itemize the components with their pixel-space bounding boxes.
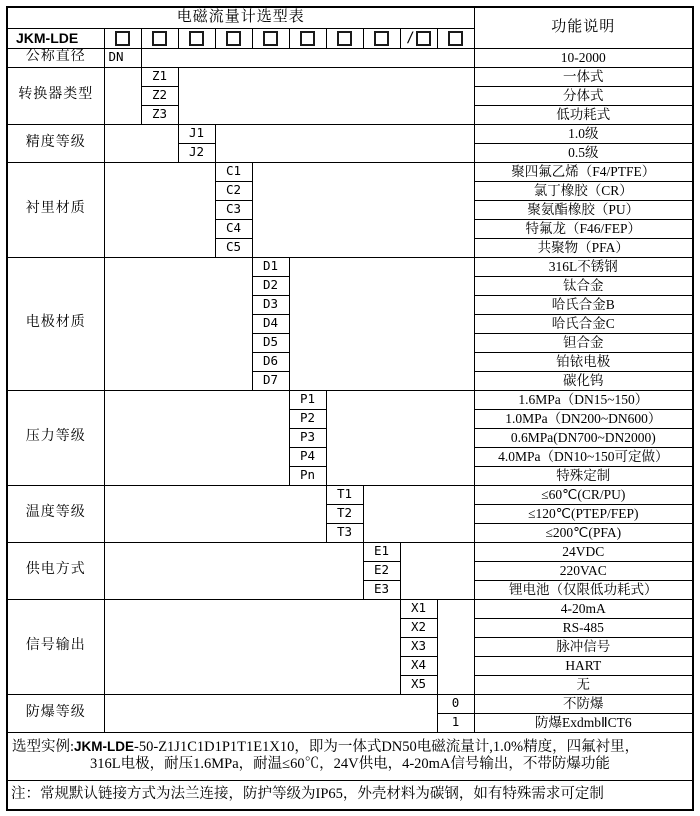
desc-cell: 0.5级 (474, 143, 693, 162)
desc-cell: 低功耗式 (474, 105, 693, 124)
section-label: 压力等级 (7, 390, 104, 485)
section-label: 电极材质 (7, 257, 104, 390)
desc-cell: 哈氏合金B (474, 295, 693, 314)
code-cell: T3 (326, 523, 363, 542)
table-row (7, 390, 693, 409)
empty-cell (104, 124, 178, 162)
table-row (7, 780, 693, 810)
code-cell: X1 (400, 599, 437, 618)
desc-cell: RS-485 (474, 618, 693, 637)
section-label: 信号输出 (7, 599, 104, 694)
table-row (7, 485, 693, 504)
checkbox-icon (337, 31, 352, 46)
code-cell: D1 (252, 257, 289, 276)
desc-cell: 4.0MPa（DN10~150可定做） (474, 447, 693, 466)
code-cell: X2 (400, 618, 437, 637)
checkbox-icon (448, 31, 463, 46)
empty-cell (104, 390, 289, 485)
desc-cell: 钛合金 (474, 276, 693, 295)
table-row (7, 7, 693, 28)
model-checkbox-cell (289, 28, 326, 48)
code-cell: C4 (215, 219, 252, 238)
checkbox-icon (226, 31, 241, 46)
empty-cell (104, 67, 141, 124)
code-cell: C1 (215, 162, 252, 181)
code-cell: P4 (289, 447, 326, 466)
code-cell: D2 (252, 276, 289, 295)
selection-table (6, 6, 694, 811)
desc-cell: 不防爆 (474, 694, 693, 713)
code-cell: E2 (363, 561, 400, 580)
table-row (7, 542, 693, 561)
model-checkbox-cell (326, 28, 363, 48)
desc-cell: 316L不锈钢 (474, 257, 693, 276)
desc-cell: 24VDC (474, 542, 693, 561)
code-cell: P1 (289, 390, 326, 409)
code-cell: D7 (252, 371, 289, 390)
model-checkbox-cell (252, 28, 289, 48)
code-cell: Z3 (141, 105, 178, 124)
table-row (7, 694, 693, 713)
page-title: 电磁流量计选型表 (7, 7, 474, 28)
desc-cell: 220VAC (474, 561, 693, 580)
desc-cell: 特殊定制 (474, 466, 693, 485)
checkbox-icon (152, 31, 167, 46)
empty-cell (437, 599, 474, 694)
code-cell: DN (104, 48, 141, 67)
desc-cell: ≤200℃(PFA) (474, 523, 693, 542)
desc-cell: 碳化钨 (474, 371, 693, 390)
desc-cell: ≤60℃(CR/PU) (474, 485, 693, 504)
desc-cell: 4-20mA (474, 599, 693, 618)
example-line-1 (10, 739, 690, 756)
table-row (7, 162, 693, 181)
code-cell: P2 (289, 409, 326, 428)
note-text: 注：常规默认链接方式为法兰连接，防护等级为IP65，外壳材料为碳钢，如有特殊需求可定制 (7, 780, 693, 810)
empty-cell (104, 694, 437, 732)
model-checkbox-cell (363, 28, 400, 48)
desc-cell: 1.0级 (474, 124, 693, 143)
example-code-text: -50-Z1J1C1D1P1T1E1X10，即为一体式DN50电磁流量计,1.0%精度，四氟衬里， (134, 739, 640, 756)
example-line-2: 316L电极，耐压1.6MPa，耐温≤60℃，24V供电，4-20mA信号输出，不带防爆功能 (90, 756, 610, 772)
model-checkbox-cell (141, 28, 178, 48)
section-label: 精度等级 (7, 124, 104, 162)
desc-cell: 防爆ExdmbⅡCT6 (474, 713, 693, 732)
code-cell: Z1 (141, 67, 178, 86)
code-cell: T2 (326, 504, 363, 523)
empty-cell (104, 485, 326, 542)
desc-cell: 脉冲信号 (474, 637, 693, 656)
code-cell: J1 (178, 124, 215, 143)
code-cell: D6 (252, 352, 289, 371)
code-cell: C2 (215, 181, 252, 200)
checkbox-icon (416, 31, 431, 46)
empty-cell (215, 124, 474, 162)
code-cell: C3 (215, 200, 252, 219)
example-prefix: 选型实例: (12, 739, 75, 756)
code-cell: 1 (437, 713, 474, 732)
code-cell: D4 (252, 314, 289, 333)
checkbox-icon (115, 31, 130, 46)
model-checkbox-cell (104, 28, 141, 48)
code-cell: J2 (178, 143, 215, 162)
empty-cell (104, 257, 252, 390)
empty-cell (289, 257, 474, 390)
empty-cell (400, 542, 474, 599)
empty-cell (252, 162, 474, 257)
empty-cell (141, 48, 474, 67)
table-row (7, 124, 693, 143)
empty-cell (104, 162, 215, 257)
code-cell: T1 (326, 485, 363, 504)
selection-example (7, 732, 693, 780)
desc-cell: 哈氏合金C (474, 314, 693, 333)
section-label: 衬里材质 (7, 162, 104, 257)
desc-cell: 氯丁橡胶（CR） (474, 181, 693, 200)
empty-cell (178, 67, 474, 124)
table-row (7, 48, 693, 67)
checkbox-icon (300, 31, 315, 46)
desc-cell: 0.6MPa(DN700~DN2000) (474, 428, 693, 447)
code-cell: X3 (400, 637, 437, 656)
model-checkbox-cell (215, 28, 252, 48)
checkbox-icon (374, 31, 389, 46)
function-column-header: 功能说明 (474, 7, 693, 48)
section-label: 转换器类型 (7, 67, 104, 124)
desc-cell: 锂电池（仅限低功耗式） (474, 580, 693, 599)
example-model-name: JKM-LDE (74, 739, 135, 755)
desc-cell: 无 (474, 675, 693, 694)
empty-cell (104, 599, 400, 694)
desc-cell: 共聚物（PFA） (474, 238, 693, 257)
checkbox-icon (189, 31, 204, 46)
code-cell: X4 (400, 656, 437, 675)
desc-cell: ≤120℃(PTEP/FEP) (474, 504, 693, 523)
code-cell: D3 (252, 295, 289, 314)
table-row (7, 732, 693, 780)
model-checkbox-cell (178, 28, 215, 48)
empty-cell (363, 485, 474, 542)
model-name: JKM-LDE (7, 28, 104, 48)
slash-separator: / (406, 30, 415, 47)
desc-cell: 1.6MPa（DN15~150） (474, 390, 693, 409)
desc-cell: 铂铱电极 (474, 352, 693, 371)
desc-cell: 聚四氟乙烯（F4/PTFE） (474, 162, 693, 181)
empty-cell (104, 542, 363, 599)
code-cell: E1 (363, 542, 400, 561)
desc-cell: 聚氨酯橡胶（PU） (474, 200, 693, 219)
desc-cell: 钽合金 (474, 333, 693, 352)
code-cell: D5 (252, 333, 289, 352)
desc-cell: 分体式 (474, 86, 693, 105)
code-cell: Z2 (141, 86, 178, 105)
desc-cell: HART (474, 656, 693, 675)
code-cell: X5 (400, 675, 437, 694)
code-cell: C5 (215, 238, 252, 257)
table-row (7, 257, 693, 276)
section-label: 温度等级 (7, 485, 104, 542)
desc-cell: 一体式 (474, 67, 693, 86)
table-row (7, 599, 693, 618)
empty-cell (326, 390, 474, 485)
desc-cell: 特氟龙（F46/FEP） (474, 219, 693, 238)
code-cell: P3 (289, 428, 326, 447)
code-cell: 0 (437, 694, 474, 713)
model-checkbox-cell (400, 28, 437, 48)
code-cell: E3 (363, 580, 400, 599)
checkbox-icon (263, 31, 278, 46)
desc-cell: 1.0MPa（DN200~DN600） (474, 409, 693, 428)
section-label: 公称直径 (7, 48, 104, 67)
section-label: 防爆等级 (7, 694, 104, 732)
desc-cell: 10-2000 (474, 48, 693, 67)
section-label: 供电方式 (7, 542, 104, 599)
model-checkbox-cell (437, 28, 474, 48)
code-cell: Pn (289, 466, 326, 485)
table-row (7, 67, 693, 86)
